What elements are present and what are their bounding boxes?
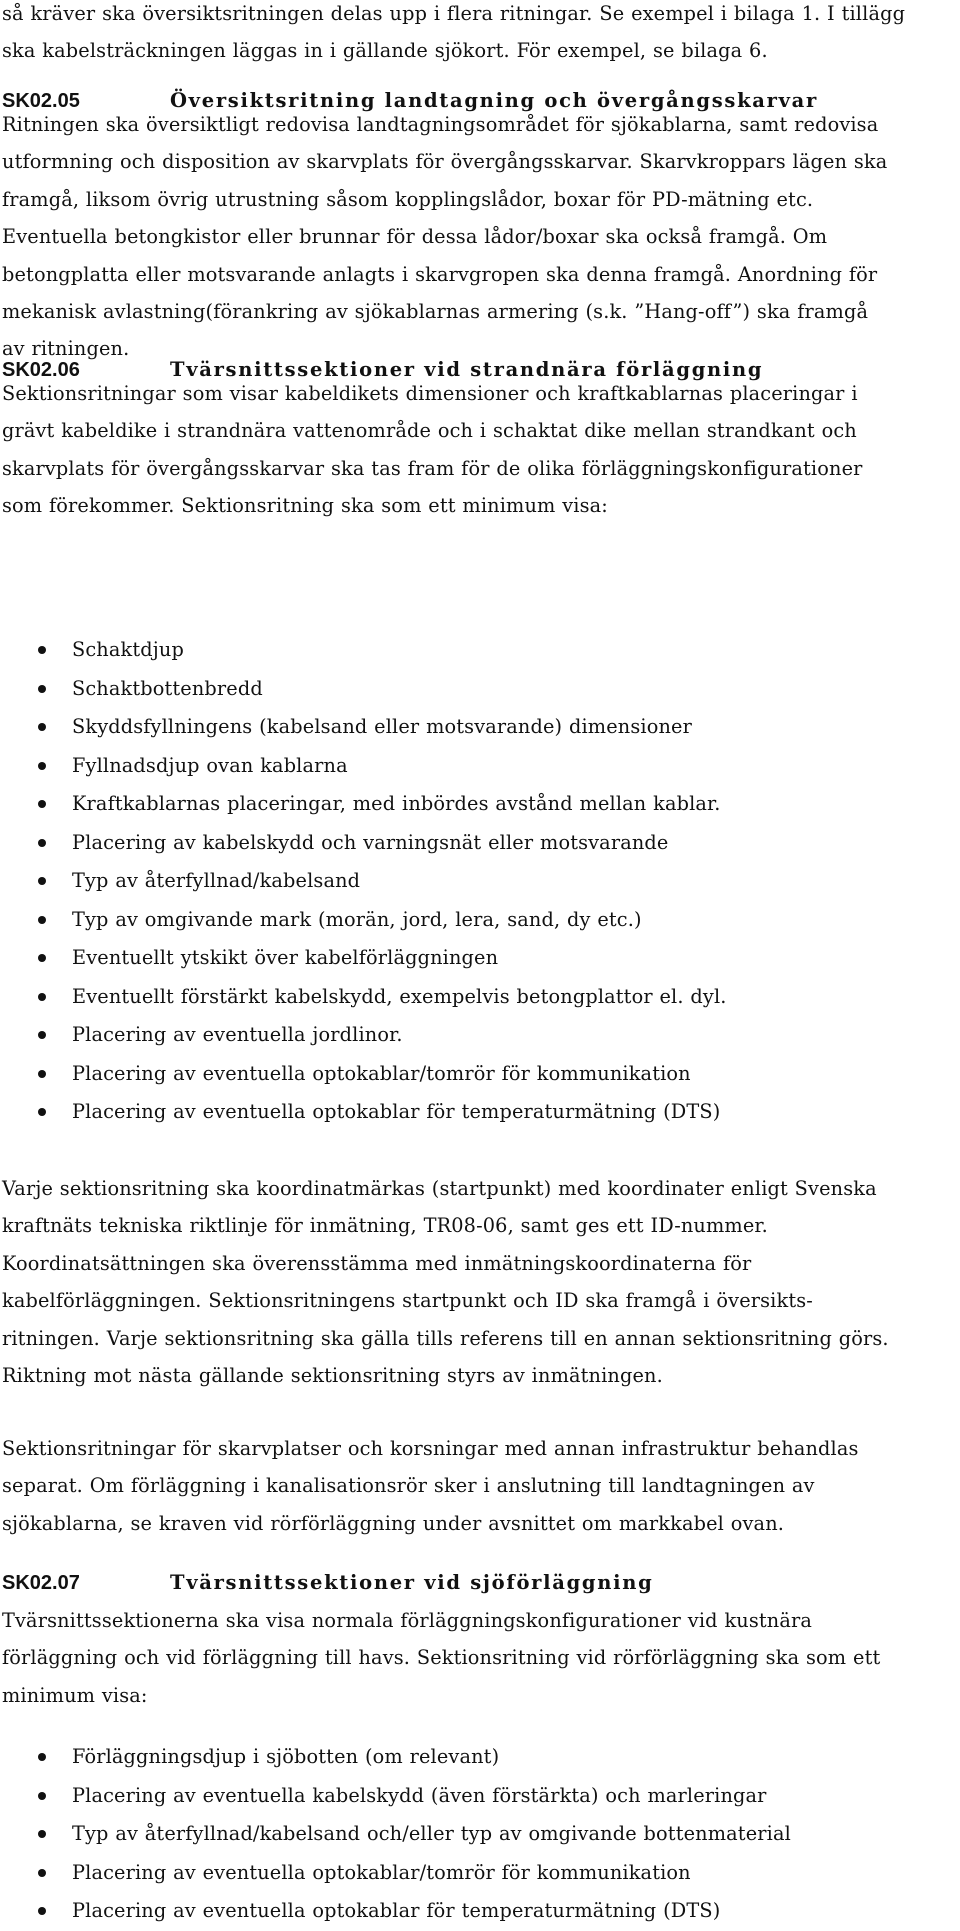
list-item — [0, 978, 960, 1017]
list-item-text: Schaktdjup — [72, 638, 184, 661]
list-item-text: Kraftkablarnas placeringar, med inbördes avstånd mellan kablar. — [72, 792, 721, 815]
text-line: Sektionsritningar som visar kabeldikets dimensioner och kraftkablarnas placeringar i — [2, 382, 858, 405]
bullet-list-sk0206 — [0, 631, 960, 1132]
list-item-text: Placering av kabelskydd och varningsnät eller motsvarande — [72, 830, 669, 854]
text-line: Ritningen ska översiktligt redovisa landtagningsområdet för sjökablarna, samt redovisa — [2, 113, 879, 136]
section-code: SK02.06 — [2, 359, 80, 381]
paragraph-skarvplatser — [0, 1430, 960, 1542]
bullet-icon — [38, 1070, 46, 1078]
text-line: Tvärsnittssektionerna ska visa normala förläggningskonfigurationer vid kustnära — [2, 1609, 813, 1632]
text-line: minimum visa: — [2, 1683, 148, 1707]
list-item-text: Fyllnadsdjup ovan kablarna — [72, 753, 348, 777]
list-item — [0, 901, 960, 940]
bullet-icon — [38, 1031, 46, 1039]
list-item — [0, 1815, 960, 1854]
text-line: kraftnäts tekniska riktlinje för inmätning, TR08-06, samt ges ett ID-nummer. — [2, 1214, 768, 1238]
list-item-text: Eventuellt förstärkt kabelskydd, exempelvis betongplattor el. dyl. — [72, 984, 727, 1008]
text-line: Riktning mot nästa gällande sektionsritning styrs av inmätningen. — [2, 1364, 663, 1388]
list-item — [0, 1093, 960, 1132]
list-item-text: Placering av eventuella optokablar för temperaturmätning (DTS) — [72, 1100, 721, 1123]
section-code: SK02.07 — [2, 1572, 80, 1594]
text-line: separat. Om förläggning i kanalisationsrör sker i anslutning till landtagningen av — [2, 1474, 815, 1498]
list-item — [0, 1854, 960, 1893]
list-item — [0, 939, 960, 978]
bullet-list-sk0207 — [0, 1738, 960, 1931]
text-line: så kräver ska översiktsritningen delas upp i flera ritningar. Se exempel i bilaga 1. I tillägg — [2, 2, 906, 25]
bullet-icon — [38, 685, 46, 693]
list-item — [0, 1016, 960, 1055]
text-line: kabelförläggningen. Sektionsritningens startpunkt och ID ska framgå i översikts- — [2, 1289, 813, 1313]
text-line: av ritningen. — [2, 337, 130, 361]
list-item-text: Typ av omgivande mark (morän, jord, lera, sand, dy etc.) — [72, 907, 642, 931]
text-line: utformning och disposition av skarvplats för övergångsskarvar. Skarvkroppars lägen ska — [2, 150, 888, 174]
list-item — [0, 670, 960, 709]
list-item — [0, 747, 960, 786]
text-line: skarvplats för övergångsskarvar ska tas fram för de olika förläggningskonfigurationer — [2, 456, 863, 480]
section-body — [0, 106, 960, 368]
list-item-text: Placering av eventuella kabelskydd (även förstärkta) och marleringar — [72, 1783, 767, 1807]
list-item — [0, 631, 960, 670]
bullet-icon — [38, 646, 46, 654]
bullet-icon — [38, 1869, 46, 1877]
text-line: grävt kabeldike i strandnära vattenområde och i schaktat dike mellan strandkant och — [2, 419, 857, 443]
list-item — [0, 824, 960, 863]
bullet-icon — [38, 1907, 46, 1915]
text-line: Varje sektionsritning ska koordinatmärkas (startpunkt) med koordinater enligt Svenska — [2, 1177, 877, 1200]
section-code: SK02.05 — [2, 90, 80, 112]
section-title: Tvärsnittssektioner vid sjöförläggning — [170, 1571, 654, 1594]
text-line: Sektionsritningar för skarvplatser och korsningar med annan infrastruktur behandlas — [2, 1437, 859, 1460]
list-item-text: Förläggningsdjup i sjöbotten (om relevant) — [72, 1745, 500, 1768]
bullet-icon — [38, 954, 46, 962]
list-item-text: Placering av eventuella optokablar/tomrör för kommunikation — [72, 1061, 691, 1085]
bullet-icon — [38, 1753, 46, 1761]
list-item — [0, 1738, 960, 1777]
text-line: mekanisk avlastning(förankring av sjökablarnas armering (s.k. ”Hang-off”) ska framgå — [2, 300, 869, 324]
bullet-icon — [38, 1792, 46, 1800]
bullet-icon — [38, 762, 46, 770]
intro-paragraph — [0, 0, 960, 70]
section-title: Översiktsritning landtagning och övergångsskarvar — [170, 89, 818, 112]
section-sk0206-intro — [0, 375, 960, 525]
bullet-icon — [38, 916, 46, 924]
list-item-text: Typ av återfyllnad/kabelsand — [72, 869, 361, 892]
paragraph-coordinates — [0, 1170, 960, 1394]
section-sk0205 — [0, 89, 960, 361]
text-line: betongplatta eller motsvarande anlagts i skarvgropen ska denna framgå. Anordning för — [2, 262, 878, 286]
text-line: Eventuella betongkistor eller brunnar för dessa lådor/boxar ska också framgå. Om — [2, 225, 828, 249]
list-item — [0, 1777, 960, 1816]
list-item-text: Schaktbottenbredd — [72, 676, 263, 700]
text-line: sjökablarna, se kraven vid rörförläggning under avsnittet om markkabel ovan. — [2, 1511, 785, 1535]
text-line: förläggning och vid förläggning till havs. Sektionsritning vid rörförläggning ska som ett — [2, 1646, 881, 1670]
text-line: Koordinatsättningen ska överensstämma med inmätningskoordinaterna för — [2, 1251, 752, 1275]
text-line: ska kabelsträckningen läggas in i gällande sjökort. För exempel, se bilaga 6. — [2, 39, 768, 63]
list-item-text: Placering av eventuella jordlinor. — [72, 1023, 403, 1046]
list-item-text: Eventuellt ytskikt över kabelförläggningen — [72, 946, 499, 969]
list-item — [0, 862, 960, 901]
list-item — [0, 1055, 960, 1094]
bullet-icon — [38, 877, 46, 885]
list-item — [0, 785, 960, 824]
list-item-text: Placering av eventuella optokablar för temperaturmätning (DTS) — [72, 1899, 721, 1922]
list-item-text: Placering av eventuella optokablar/tomrör för kommunikation — [72, 1860, 691, 1884]
bullet-icon — [38, 839, 46, 847]
list-item — [0, 708, 960, 747]
bullet-icon — [38, 723, 46, 731]
text-line: som förekommer. Sektionsritning ska som ett minimum visa: — [2, 494, 608, 518]
text-line: ritningen. Varje sektionsritning ska gälla tills referens till en annan sektionsritning görs. — [2, 1326, 889, 1350]
bullet-icon — [38, 993, 46, 1001]
bullet-icon — [38, 1108, 46, 1116]
section-sk0207-intro — [0, 1602, 960, 1714]
bullet-icon — [38, 1830, 46, 1838]
list-item-text: Skyddsfyllningens (kabelsand eller motsvarande) dimensioner — [72, 715, 692, 738]
section-title: Tvärsnittssektioner vid strandnära förläggning — [170, 358, 764, 381]
text-line: framgå, liksom övrig utrustning såsom kopplingslådor, boxar för PD-mätning etc. — [2, 187, 814, 211]
list-item-text: Typ av återfyllnad/kabelsand och/eller typ av omgivande bottenmaterial — [72, 1822, 791, 1845]
bullet-icon — [38, 800, 46, 808]
